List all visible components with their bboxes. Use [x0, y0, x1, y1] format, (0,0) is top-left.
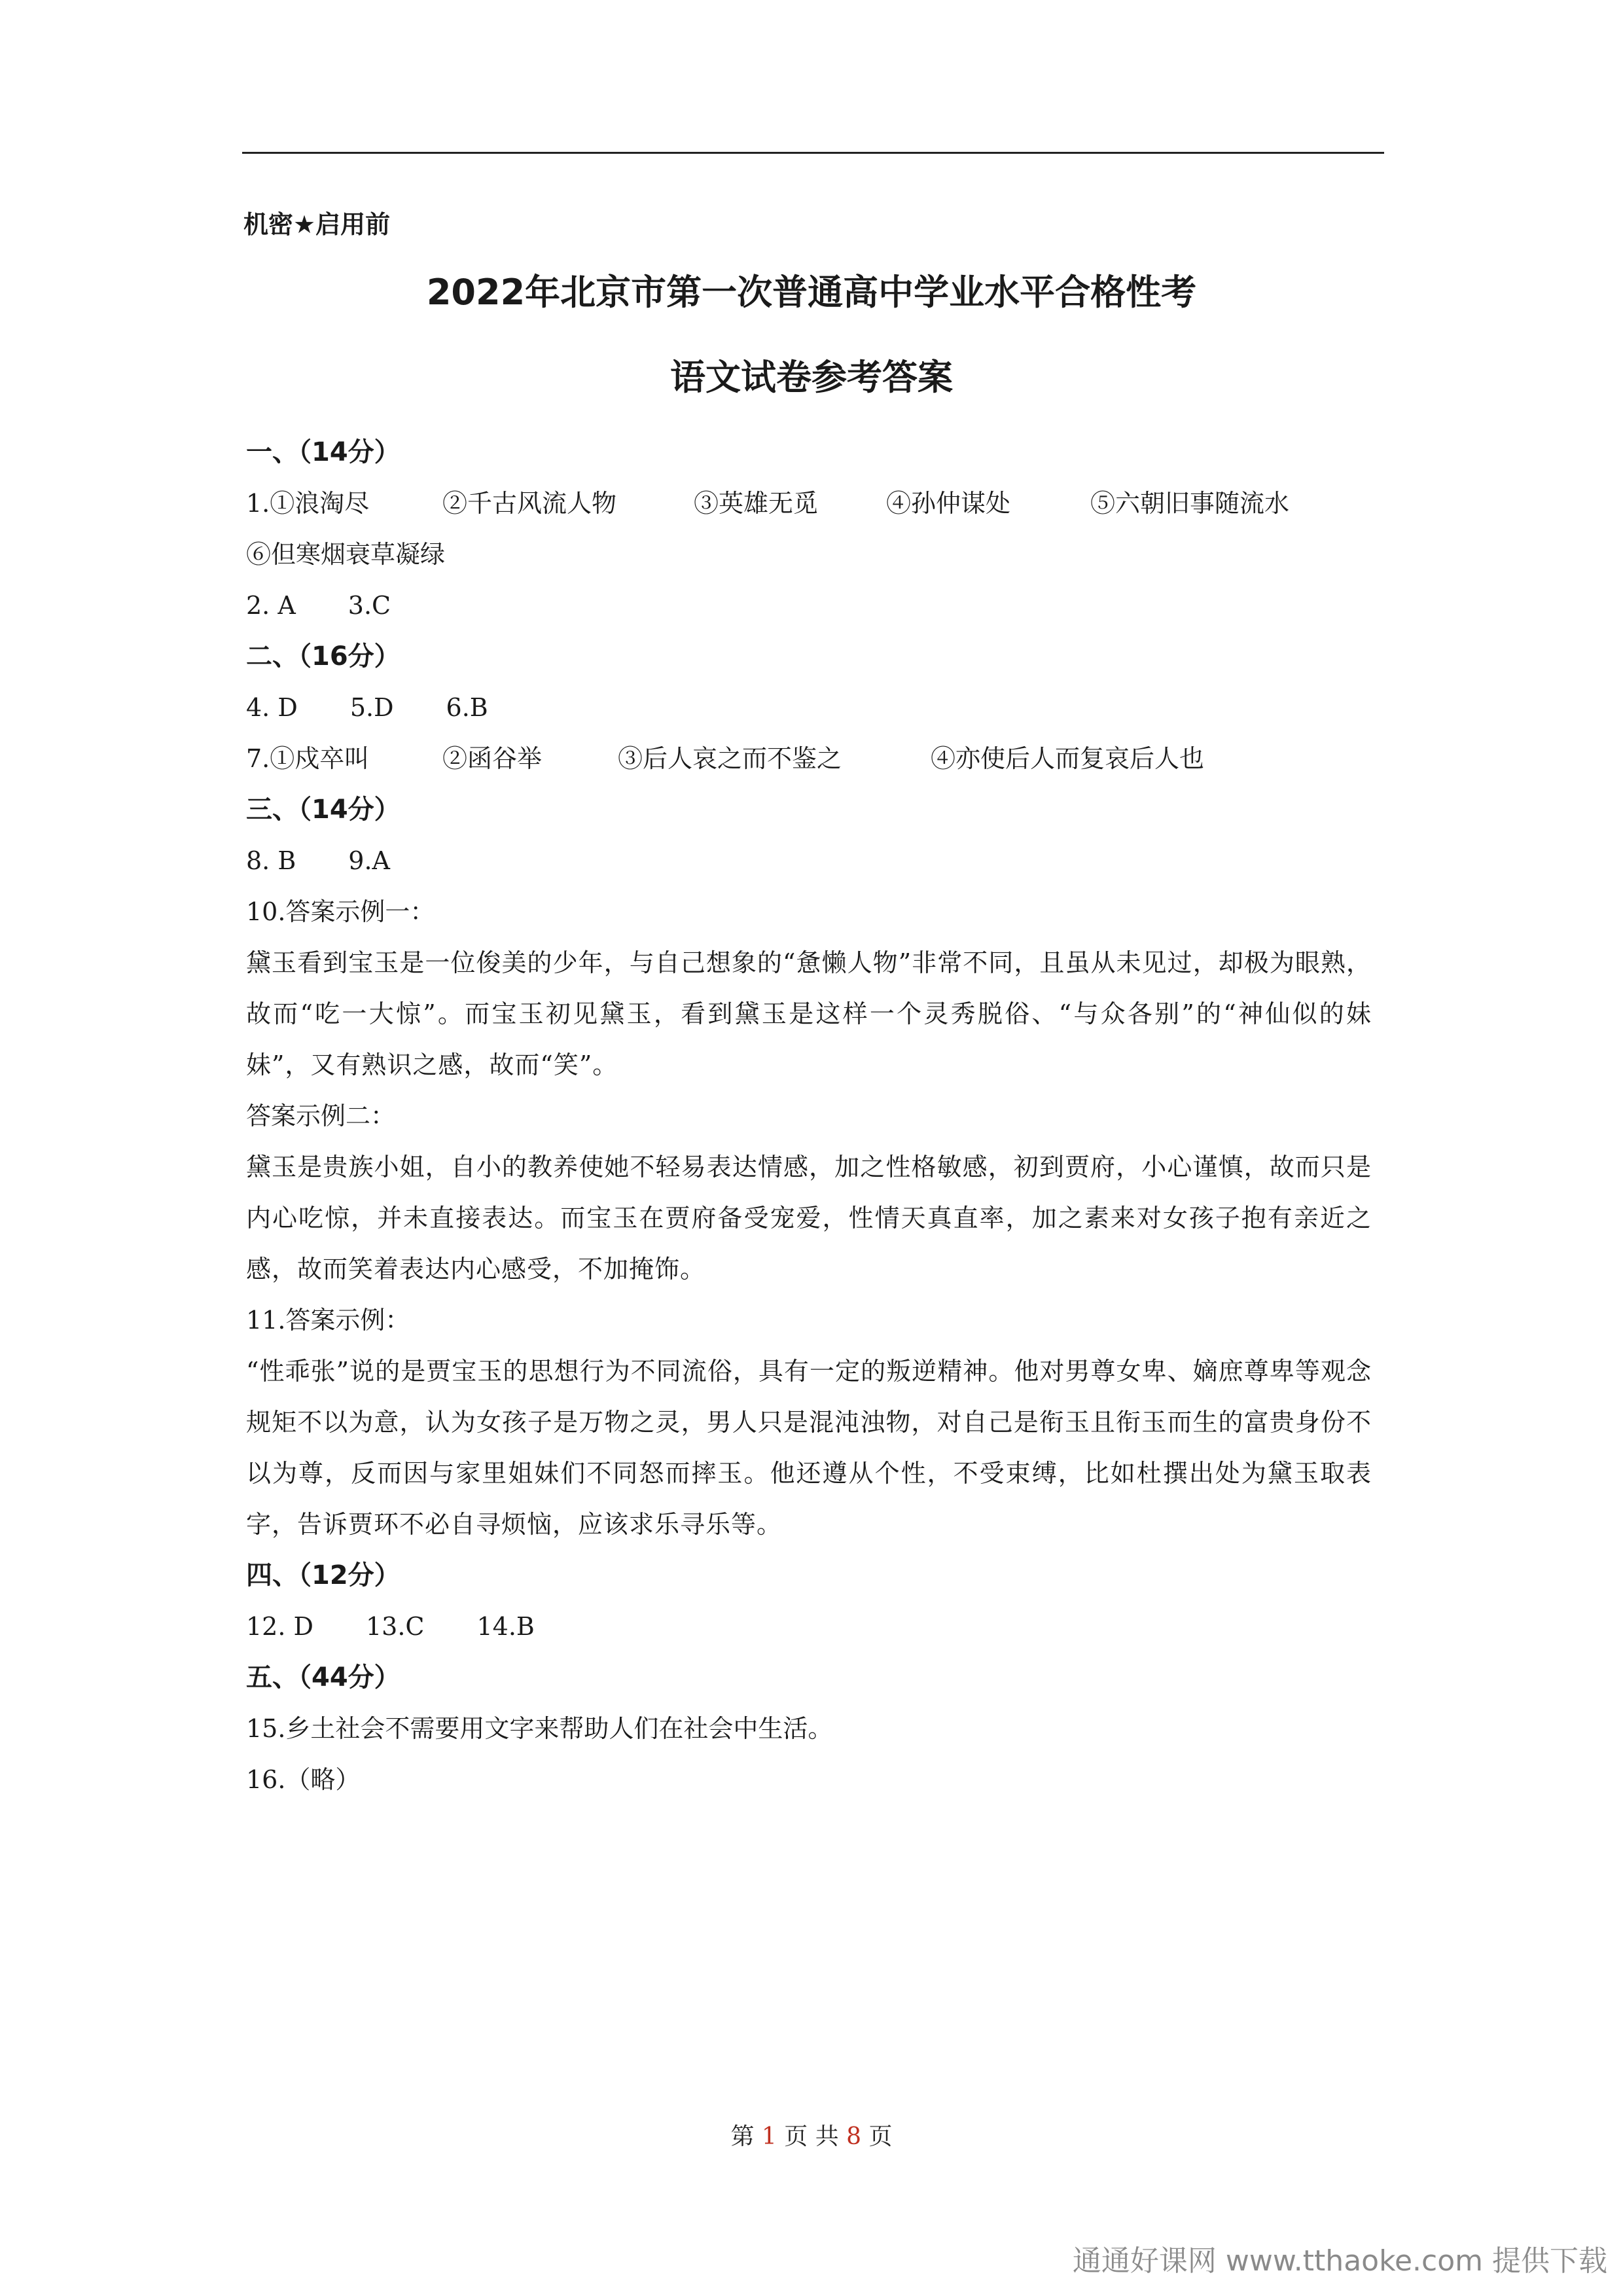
- answer-row-q4-6: [246, 682, 1372, 733]
- q11-label: 11.答案示例：: [246, 1306, 410, 1335]
- answer-q7-3: ③后人哀之而不鉴之: [618, 744, 842, 773]
- answer-q6: 6.B: [446, 693, 488, 722]
- answer-q16: 16.（略）: [246, 1765, 361, 1794]
- footer-suffix: 页: [868, 2123, 893, 2150]
- q10-label-1: 10.答案示例一：: [246, 897, 435, 926]
- q11-answer: “性乖张”说的是贾宝玉的思想行为不同流俗，具有一定的叛逆精神。他对男尊女卑、嫡庶尊卑等观念规矩不以为意，认为女孩子是万物之灵，男人只是混沌浊物，对自己是衔玉且衔玉而生的富贵身份不以为尊，反而因与家里姐妹们不同怒而摔玉。他还遵从个性，不受束缚，比如杜撰出处为黛玉取表字，告诉贾环不必自寻烦恼，应该求乐寻乐等。: [246, 1357, 1372, 1539]
- answer-q1-5: ⑤六朝旧事随流水: [1090, 489, 1290, 518]
- answer-q7-2: ②函谷举: [442, 744, 543, 773]
- footer-prefix: 第: [730, 2123, 755, 2150]
- q10-example-2: 黛玉是贵族小姐，自小的教养使她不轻易表达情感，加之性格敏感，初到贾府，小心谨慎，故而只是内心吃惊，并未直接表达。而宝玉在贾府备受宠爱，性情天真直率，加之素来对女孩子抱有亲近之感，故而笑着表达内心感受，不加掩饰。: [246, 1153, 1372, 1283]
- answer-q4: 4. D: [246, 693, 298, 722]
- answer-q12: 12. D: [246, 1612, 313, 1641]
- footer-middle: 页 共: [784, 2123, 839, 2150]
- answer-q15: 15.乡土社会不需要用文字来帮助人们在社会中生活。: [246, 1714, 833, 1743]
- answer-row-q1: [246, 478, 1372, 529]
- top-rule: [242, 152, 1384, 154]
- answer-q8: 8. B: [246, 846, 296, 875]
- answer-q1-4: ④孙仲谋处: [886, 489, 1011, 518]
- page-title: 2022年北京市第一次普通高中学业水平合格性考: [426, 272, 1197, 313]
- answer-q13: 13.C: [365, 1612, 425, 1641]
- answer-q14: 14.B: [476, 1612, 535, 1641]
- footer-total-pages: 8: [846, 2123, 862, 2150]
- answer-q7-1: 7.①戍卒叫: [246, 744, 370, 773]
- answer-row-q8-9: [246, 835, 1372, 886]
- answer-q1-3: ③英雄无觅: [694, 489, 819, 518]
- confidential-label: 机密★启用前: [243, 210, 391, 239]
- section-heading-4: 四、（12分）: [246, 1560, 401, 1590]
- answer-q1-6: ⑥但寒烟衰草凝绿: [246, 540, 446, 569]
- answer-body: [246, 427, 1372, 1805]
- footer-page-number: 1: [761, 2123, 777, 2150]
- section-heading-3: 三、（14分）: [246, 795, 401, 825]
- answer-q7-4: ④亦使后人而复哀后人也: [931, 744, 1205, 773]
- section-heading-1: 一、（14分）: [246, 437, 401, 467]
- answer-q3: 3.C: [348, 591, 391, 620]
- section-heading-2: 二、（16分）: [246, 641, 401, 672]
- q10-label-2: 答案示例二：: [246, 1102, 396, 1130]
- answer-row-q12-14: [246, 1601, 1372, 1652]
- page-footer: [0, 2121, 1623, 2153]
- page-subtitle: 语文试卷参考答案: [670, 357, 953, 398]
- answer-q2: 2. A: [246, 591, 296, 620]
- answer-q9: 9.A: [348, 846, 390, 875]
- answer-row-q7: [246, 733, 1372, 784]
- answer-q1-1: 1.①浪淘尽: [246, 489, 370, 518]
- q10-example-1: 黛玉看到宝玉是一位俊美的少年，与自己想象的“惫懒人物”非常不同，且虽从未见过，却极为眼熟，故而“吃一大惊”。而宝玉初见黛玉，看到黛玉是这样一个灵秀脱俗、“与众各别”的“神仙似的妹妹”，又有熟识之感，故而“笑”。: [246, 948, 1372, 1079]
- section-heading-5: 五、（44分）: [246, 1662, 401, 1693]
- answer-row-q2-3: [246, 580, 1372, 631]
- answer-q5: 5.D: [349, 693, 394, 722]
- answer-q1-2: ②千古风流人物: [442, 489, 617, 518]
- site-watermark: 通通好课网 www.tthaoke.com 提供下载: [1072, 2244, 1607, 2278]
